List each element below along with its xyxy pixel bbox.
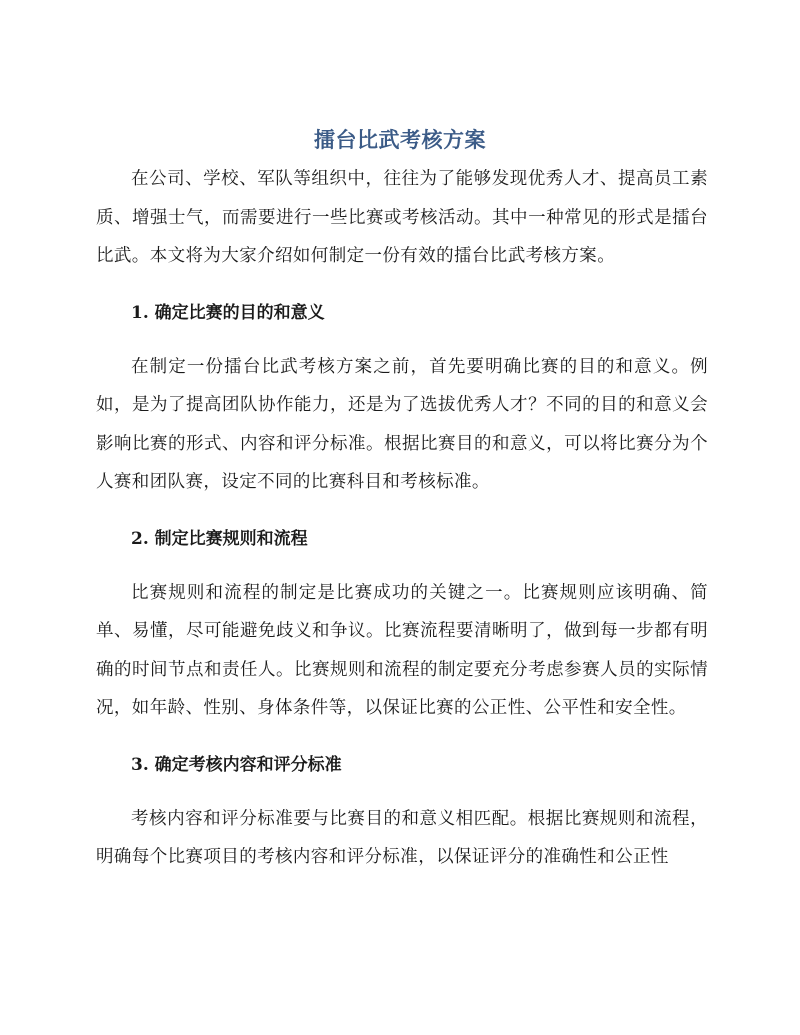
section-body-1: 在制定一份擂台比武考核方案之前，首先要明确比赛的目的和意义。例如，是为了提高团队协作能力，还是为了选拔优秀人才？不同的目的和意义会影响比赛的形式、内容和评分标准。根据比赛目的和意义，可以将比赛分为个人赛和团队赛，设定不同的比赛科目和考核标准。	[96, 356, 708, 492]
section-heading-3: 3. 确定考核内容和评分标准	[131, 754, 342, 775]
section-body-3: 考核内容和评分标准要与比赛目的和意义相匹配。根据比赛规则和流程，明确每个比赛项目的考核内容和评分标准，以保证评分的准确性和公正性	[96, 808, 708, 867]
section-heading-1: 1. 确定比赛的目的和意义	[131, 302, 325, 323]
section-body-2: 比赛规则和流程的制定是比赛成功的关键之一。比赛规则应该明确、简单、易懂，尽可能避免歧义和争议。比赛流程要清晰明了，做到每一步都有明确的时间节点和责任人。比赛规则和流程的制定要充分考虑参赛人员的实际情况，如年龄、性别、身体条件等，以保证比赛的公正性、公平性和安全性。	[96, 582, 708, 718]
document-title: 擂台比武考核方案	[314, 127, 486, 152]
document-body	[96, 160, 708, 877]
section-heading-2: 2. 制定比赛规则和流程	[131, 528, 308, 549]
intro-paragraph: 在公司、学校、军队等组织中，往往为了能够发现优秀人才、提高员工素质、增强士气，而需要进行一些比赛或考核活动。其中一种常见的形式是擂台比武。本文将为大家介绍如何制定一份有效的擂台比武考核方案。	[96, 169, 708, 266]
